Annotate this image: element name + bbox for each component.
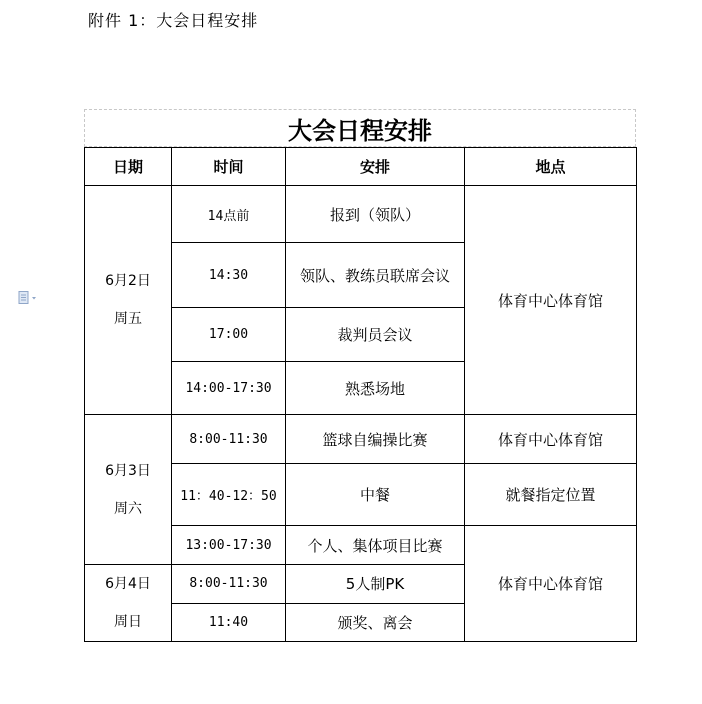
time-cell: 17:00 (172, 308, 286, 362)
date-cell-day2 (85, 415, 172, 565)
date-cell-day1 (85, 186, 172, 415)
weekday-label: 周五 (114, 311, 142, 327)
location-cell: 体育中心体育馆 (465, 526, 637, 642)
date-label: 6月2日 (105, 273, 151, 289)
table-title: 大会日程安排 (84, 109, 636, 147)
header-item: 安排 (286, 148, 465, 186)
time-cell: 13:00-17:30 (172, 526, 286, 565)
item-cell: 5人制PK (286, 565, 465, 604)
table-header-row (85, 148, 637, 186)
time-cell: 11:40 (172, 603, 286, 642)
time-cell: 8:00-11:30 (172, 565, 286, 604)
document-icon[interactable] (18, 291, 38, 305)
time-cell: 14点前 (172, 186, 286, 243)
header-location: 地点 (465, 148, 637, 186)
item-cell: 熟悉场地 (286, 362, 465, 415)
table-row (85, 186, 637, 243)
header-date: 日期 (85, 148, 172, 186)
date-label: 6月4日 (105, 576, 151, 592)
location-cell: 体育中心体育馆 (465, 415, 637, 464)
item-cell: 篮球自编操比赛 (286, 415, 465, 464)
location-cell: 体育中心体育馆 (465, 186, 637, 415)
item-cell: 领队、教练员联席会议 (286, 243, 465, 308)
schedule-table (84, 147, 637, 642)
item-cell: 报到（领队） (286, 186, 465, 243)
date-label: 6月3日 (105, 462, 151, 479)
table-row (85, 415, 637, 464)
item-cell: 裁判员会议 (286, 308, 465, 362)
item-cell: 个人、集体项目比赛 (286, 526, 465, 565)
weekday-label: 周日 (114, 614, 142, 630)
date-cell-day3 (85, 565, 172, 642)
time-cell: 8:00-11:30 (172, 415, 286, 464)
weekday-label: 周六 (114, 500, 142, 517)
item-cell: 颁奖、离会 (286, 603, 465, 642)
item-cell: 中餐 (286, 464, 465, 526)
time-cell: 14:00-17:30 (172, 362, 286, 415)
time-cell: 11：40-12：50 (172, 464, 286, 526)
header-time: 时间 (172, 148, 286, 186)
time-cell: 14:30 (172, 243, 286, 308)
location-cell: 就餐指定位置 (465, 464, 637, 526)
attachment-label: 附件 1：大会日程安排 (88, 11, 259, 30)
